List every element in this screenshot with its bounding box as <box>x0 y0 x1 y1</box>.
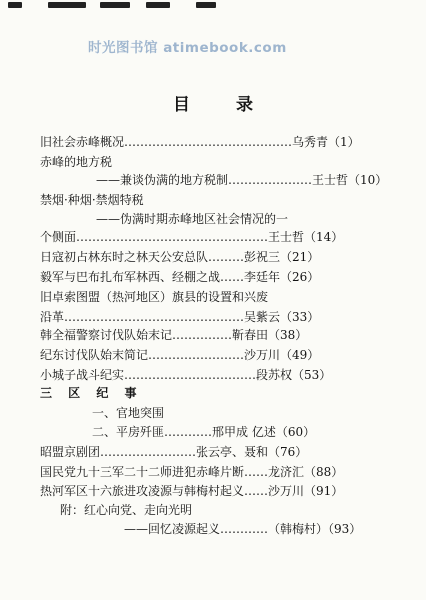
toc-entry: 赤峰的地方税 <box>40 155 113 169</box>
top-edge-mark <box>196 2 216 8</box>
toc-entry: 二、平房歼匪…………邢甲成 亿述（60） <box>92 425 316 439</box>
toc-entry: ——回忆凌源起义…………（韩梅村）（93） <box>124 522 362 536</box>
top-edge-mark <box>146 2 170 8</box>
toc-entry: 附：红心向党、走向光明 <box>60 503 193 517</box>
toc-entry: 个侧面…………………………………………王士哲（14） <box>40 230 344 244</box>
toc-entry: 禁烟·种烟·禁烟特税 <box>40 193 144 207</box>
toc-entry: 热河军区十六旅进攻凌源与韩梅村起义……沙万川（91） <box>40 484 344 498</box>
top-edge-mark <box>48 2 86 8</box>
top-edge-mark <box>100 2 130 8</box>
page-top-edge <box>0 0 426 14</box>
toc-entry: ——兼谈伪满的地方税制…………………王士哲（10） <box>96 173 388 187</box>
toc-entry: 日寇初占林东时之林天公安总队………彭祝三（21） <box>40 250 320 264</box>
page-title: 目 录 <box>173 95 273 115</box>
toc-entry: 旧社会赤峰概况……………………………………乌秀青（1） <box>40 135 360 149</box>
toc-entry: 纪东讨伐队始末简记……………………沙万川（49） <box>40 348 320 362</box>
toc-entry: 昭盟京剧团……………………张云亭、聂和（76） <box>40 445 308 459</box>
toc-entry: 一、官地突围 <box>92 406 165 420</box>
toc-entry: 旧卓索图盟（热河地区）旗县的设置和兴废 <box>40 290 269 304</box>
section-heading: 三 区 纪 事 <box>40 386 143 400</box>
top-edge-mark <box>8 2 22 8</box>
site-watermark: 时光图书馆 atimebook.com <box>88 40 287 56</box>
toc-entry: 小城子战斗纪实……………………………段苏权（53） <box>40 368 332 382</box>
toc-entry: ——伪满时期赤峰地区社会情况的一 <box>96 212 289 226</box>
toc-entry: 毅军与巴布扎布军林西、经棚之战……李廷年（26） <box>40 270 320 284</box>
toc-entry: 国民党九十三军二十二师进犯赤峰片断……龙济汇（88） <box>40 465 344 479</box>
toc-entry: 沿革………………………………………吴紫云（33） <box>40 310 320 324</box>
toc-entry: 韩全福警察讨伐队始末记……………靳春田（38） <box>40 328 308 342</box>
